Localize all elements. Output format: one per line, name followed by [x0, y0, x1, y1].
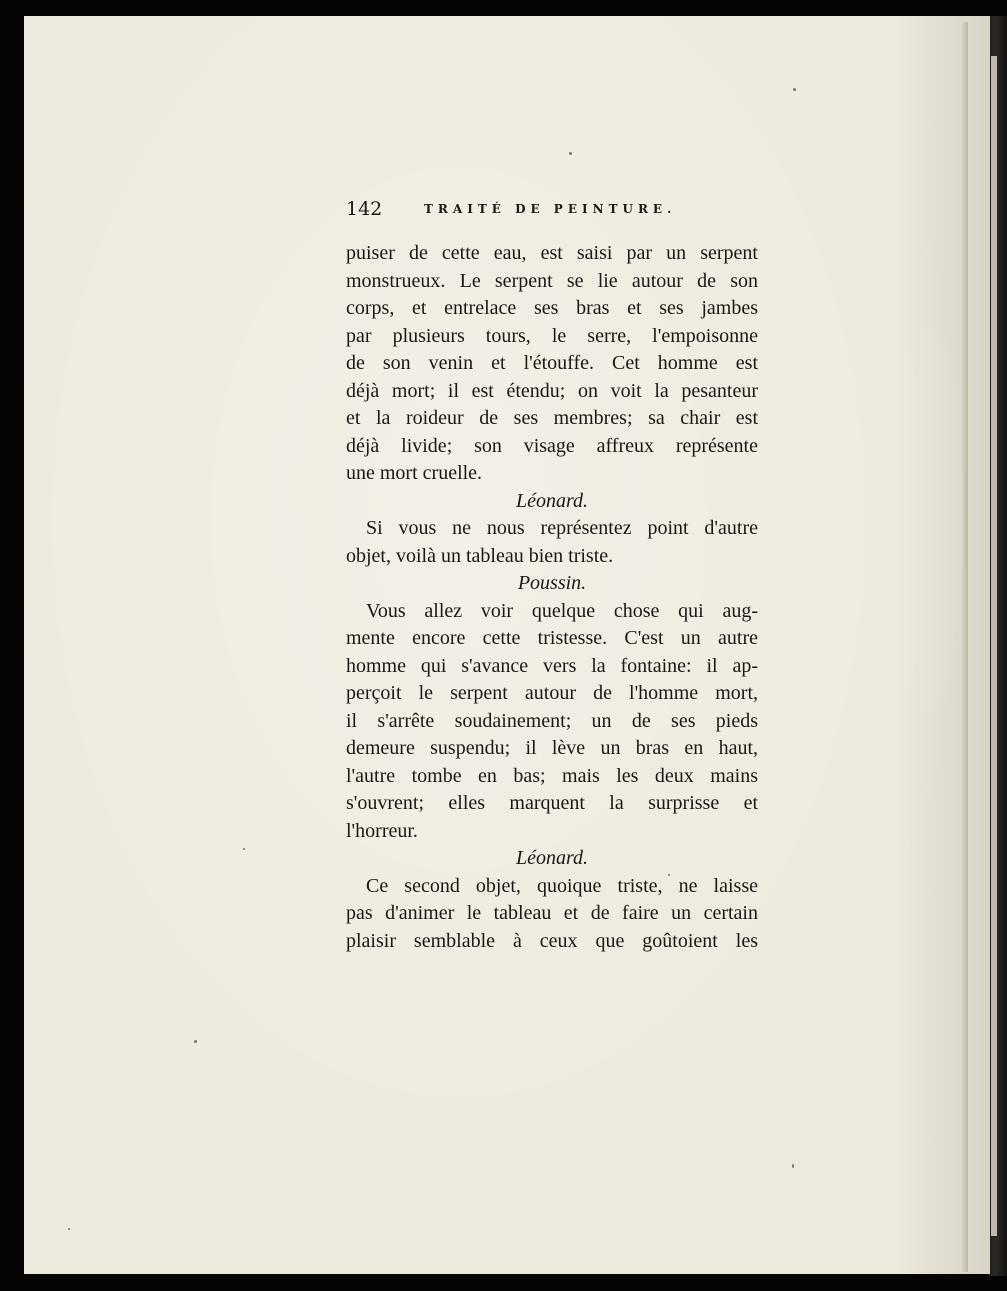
text-line: Si vous ne nous représentez point d'autre	[366, 517, 758, 539]
running-title: TRAITÉ DE PEINTURE.	[424, 202, 677, 216]
text-line: il s'arrête soudainement; un de ses pieds	[346, 709, 758, 732]
text-line: s'ouvrent; elles marquent la surprisse et	[346, 792, 758, 814]
body-text	[346, 240, 758, 955]
adjacent-page-edge	[988, 16, 1007, 1276]
speaker-name: Poussin.	[517, 572, 587, 594]
text-line: demeure suspendu; il lève un bras en haut,	[346, 737, 758, 759]
text-line: objet, voilà un tableau bien triste.	[346, 544, 614, 567]
text-line: l'autre tombe en bas; mais les deux mains	[346, 764, 758, 787]
text-line: une mort cruelle.	[346, 462, 483, 484]
text-line: corps, et entrelace ses bras et ses jambes	[346, 297, 758, 319]
text-line: Ce second objet, quoique triste, ne laisse	[366, 874, 758, 897]
page-number: 142	[346, 198, 383, 220]
text-line: par plusieurs tours, le serre, l'empoisonne	[346, 324, 758, 347]
speaker-name: Léonard.	[515, 489, 589, 512]
paper-speck	[68, 1228, 70, 1230]
page-edge-shadow	[962, 22, 968, 1272]
text-line: monstrueux. Le serpent se lie autour de son	[346, 269, 758, 292]
paper-speck	[792, 1164, 794, 1168]
text-line: déjà mort; il est étendu; on voit la pesanteur	[346, 379, 758, 402]
page-header	[346, 198, 758, 222]
text-line: de son venin et l'étouffe. Cet homme est	[346, 352, 758, 374]
paper-speck	[243, 848, 245, 850]
text-line: et la roideur de ses membres; sa chair est	[346, 407, 758, 429]
text-line: Vous allez voir quelque chose qui aug-	[366, 599, 758, 622]
text-line: l'horreur.	[346, 819, 418, 842]
speaker-name: Léonard.	[515, 847, 589, 869]
paper-speck	[793, 88, 796, 91]
text-line: plaisir semblable à ceux que goûtoient les	[346, 929, 758, 952]
text-line: mente encore cette tristesse. C'est un autre	[346, 627, 758, 649]
text-line: homme qui s'avance vers la fontaine: il ap-	[346, 654, 758, 677]
text-line: pas d'animer le tableau et de faire un certain	[346, 902, 758, 924]
text-line: puiser de cette eau, est saisi par un serpent	[346, 242, 758, 264]
text-line: perçoit le serpent autour de l'homme mort,	[346, 682, 758, 704]
paper-speck	[194, 1040, 197, 1043]
text-line: déjà livide; son visage affreux représente	[346, 434, 758, 457]
paper-speck	[569, 152, 572, 155]
